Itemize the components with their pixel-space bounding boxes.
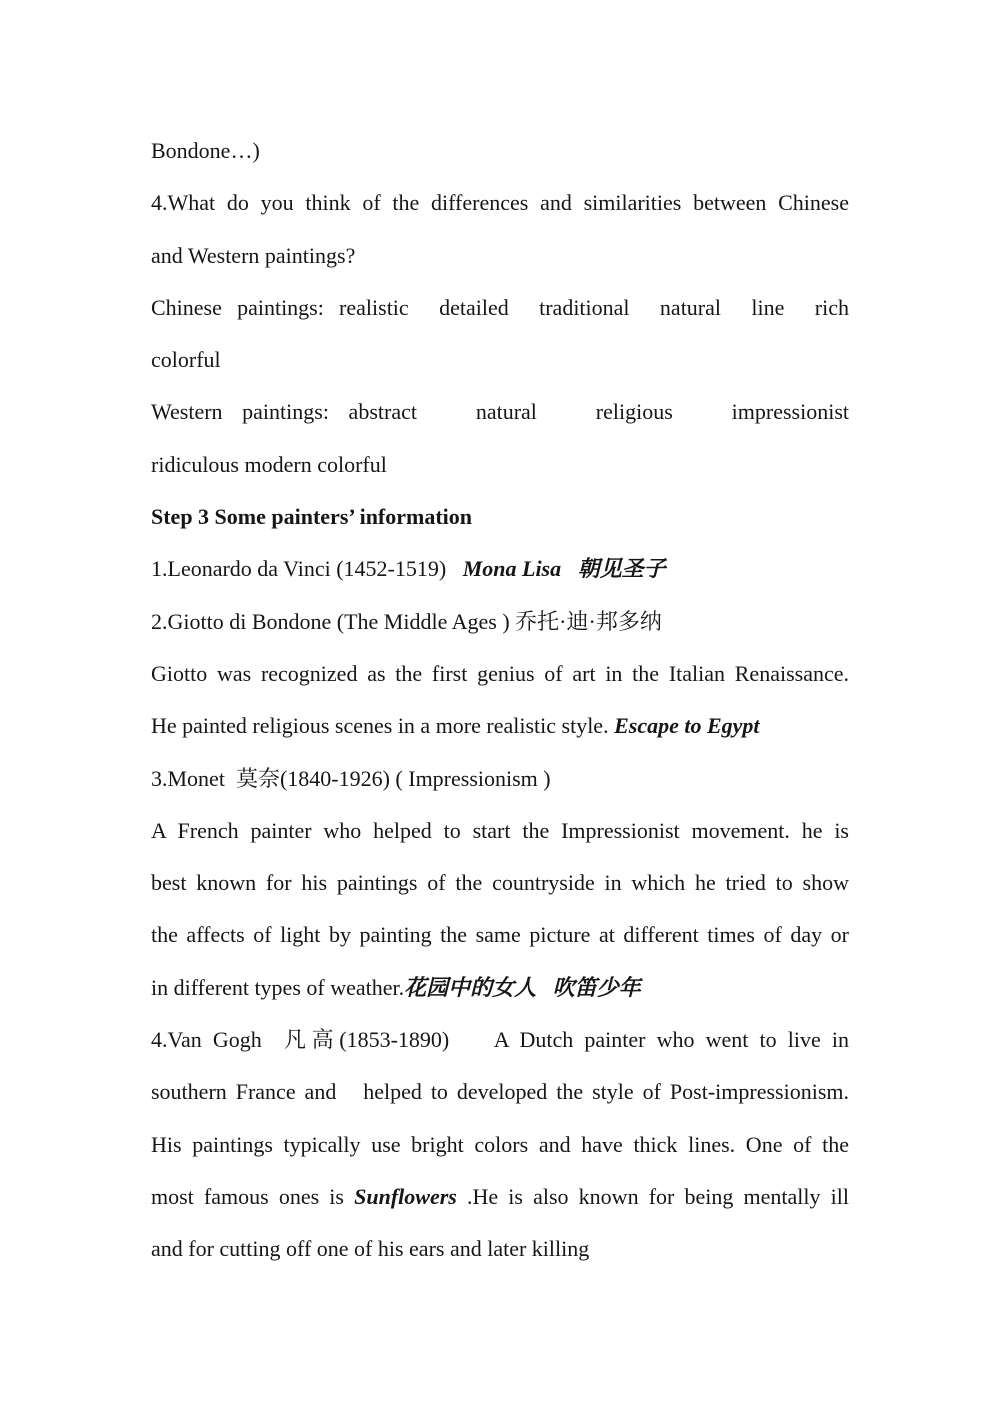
document-text (151, 125, 849, 1276)
body-text: .He is also known for being mentally ill (456, 1183, 849, 1209)
body-text: and Western paintings? (151, 242, 356, 268)
text-line (151, 1066, 849, 1118)
emphasized-text: Sunflowers (354, 1183, 457, 1209)
emphasized-text: Mona Lisa (462, 556, 562, 582)
body-text: Giotto was recognized as the first genius of art in the Italian Renaissance. (151, 660, 849, 686)
text-line (151, 1223, 849, 1275)
body-text: 1.Leonardo da Vinci (1452-1519) (151, 556, 463, 582)
text-line (151, 543, 849, 595)
text-line (151, 753, 849, 805)
text-line (151, 596, 849, 648)
text-line (151, 1171, 849, 1223)
body-text: 4.Van Gogh 凡高(1853-1890) A Dutch painter who went to live in (151, 1027, 849, 1053)
text-line (151, 857, 849, 909)
emphasized-text: 花园中的女人 吹笛少年 (404, 974, 641, 1000)
body-text (561, 556, 578, 581)
text-line (151, 700, 849, 752)
body-text: Chinese paintings: realistic detailed traditional natural line rich (151, 294, 849, 320)
body-text: in different types of weather. (151, 974, 405, 1000)
text-line (151, 1119, 849, 1171)
text-line (151, 125, 849, 177)
text-line (151, 439, 849, 491)
text-line (151, 648, 849, 700)
body-text: ridiculous modern colorful (151, 451, 387, 477)
body-text: the affects of light by painting the same picture at different times of day or (151, 922, 849, 948)
emphasized-text: 朝见圣子 (577, 556, 666, 582)
text-line (151, 282, 849, 334)
text-line (151, 177, 849, 229)
body-text: His paintings typically use bright colors and have thick lines. One of the (151, 1131, 849, 1157)
body-text: 3.Monet 莫奈(1840-1926) ( Impressionism ) (151, 765, 551, 791)
text-line (151, 962, 849, 1014)
body-text: A French painter who helped to start the Impressionist movement. he is (151, 817, 849, 843)
heading-text: Step 3 Some painters’ information (151, 504, 473, 530)
body-text: southern France and helped to developed the style of Post-impressionism. (151, 1079, 849, 1105)
body-text: Western paintings: abstract natural religious impressionist (151, 399, 849, 425)
body-text: He painted religious scenes in a more realistic style. (151, 713, 615, 739)
text-line (151, 386, 849, 438)
text-line (151, 491, 849, 543)
text-line (151, 805, 849, 857)
text-line (151, 909, 849, 961)
text-line (151, 230, 849, 282)
text-line (151, 334, 849, 386)
body-text: 2.Giotto di Bondone (The Middle Ages ) 乔托·迪·邦多纳 (151, 608, 662, 634)
body-text: and for cutting off one of his ears and later killing (151, 1236, 590, 1262)
body-text: best known for his paintings of the countryside in which he tried to show (151, 870, 849, 896)
emphasized-text: Escape to Egypt (614, 713, 760, 739)
body-text: 4.What do you think of the differences and similarities between Chinese (151, 190, 849, 216)
body-text: most famous ones is (151, 1183, 355, 1209)
body-text: Bondone…) (151, 138, 260, 163)
text-line (151, 1014, 849, 1066)
body-text: colorful (151, 347, 221, 373)
